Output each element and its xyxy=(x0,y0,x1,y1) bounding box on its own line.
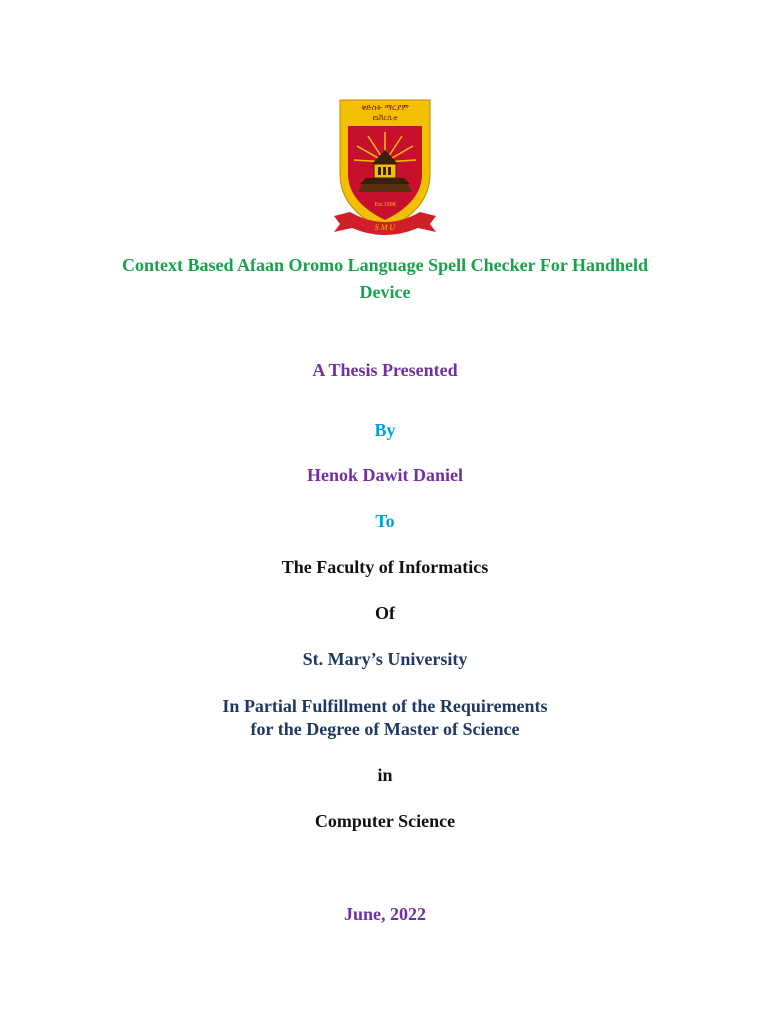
logo-top-text-1: ቅድስት ማርያም xyxy=(361,103,409,112)
faculty-name: The Faculty of Informatics xyxy=(281,557,489,577)
thesis-presented: A Thesis Presented xyxy=(312,360,458,380)
logo-ribbon-text: S M U xyxy=(374,223,396,232)
submission-date: June, 2022 xyxy=(343,904,426,924)
thesis-title-line-1: Context Based Afaan Oromo Language Spell Checker For Handheld xyxy=(121,255,649,275)
by-label: By xyxy=(374,420,396,440)
author-name: Henok Dawit Daniel xyxy=(306,465,463,485)
field-name: Computer Science xyxy=(314,811,456,831)
fulfillment-line-2: for the Degree of Master of Science xyxy=(250,719,520,739)
in-label: in xyxy=(377,765,393,785)
smu-logo xyxy=(330,92,440,240)
fulfillment-line-1: In Partial Fulfillment of the Requirements xyxy=(222,696,548,716)
logo-est-text: Est.1998 xyxy=(374,202,396,208)
to-label: To xyxy=(375,511,395,531)
thesis-title-line-2: Device xyxy=(359,282,411,302)
of-label: Of xyxy=(375,603,395,623)
university-name: St. Mary’s University xyxy=(302,649,468,669)
logo-top-text-2: ዩኒቨርሲቲ xyxy=(372,114,398,122)
